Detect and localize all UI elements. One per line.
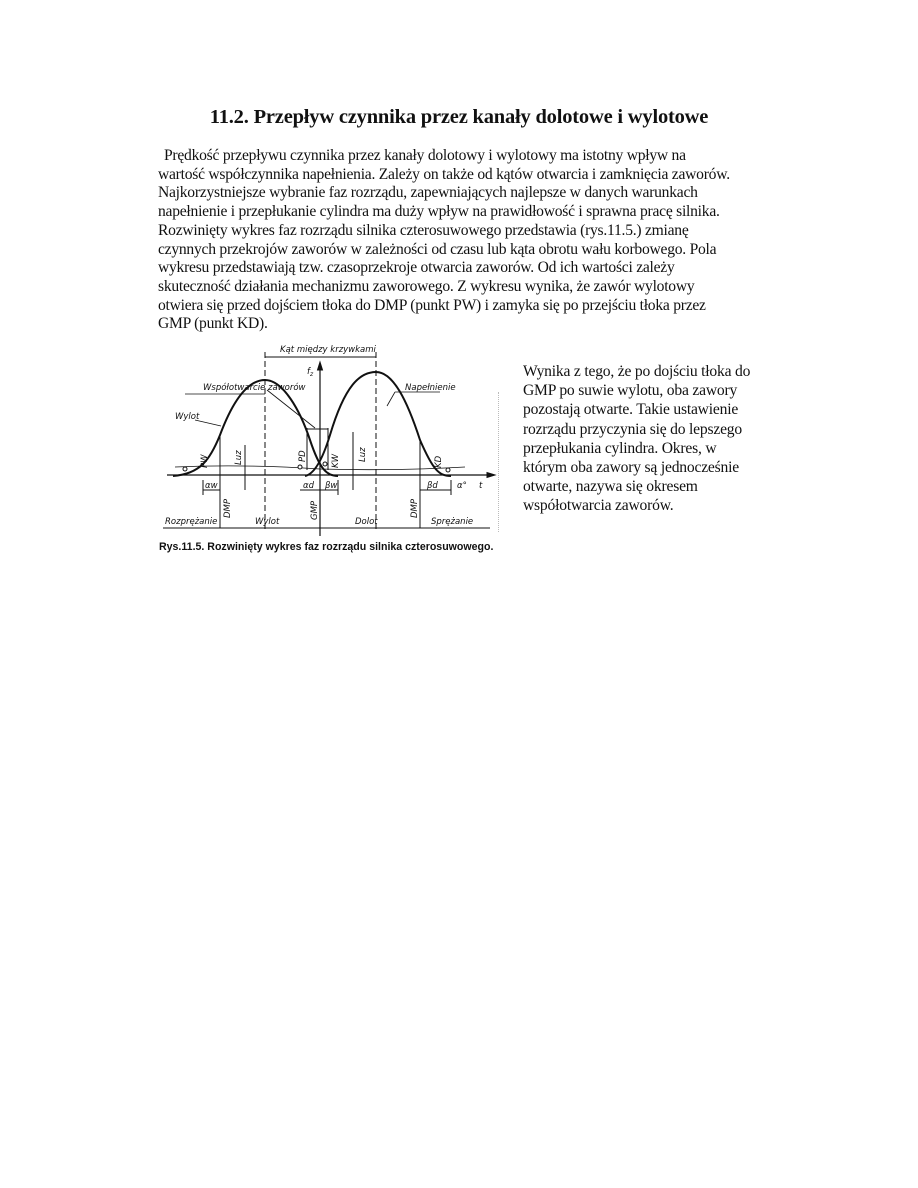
label-luz2: Luz [358, 447, 368, 462]
paragraph-line: wykresu przedstawiają tzw. czasoprzekroje otwarcia zaworów. Od ich wartości zależy [158, 259, 675, 277]
label-overlap: Współotwarcie zaworów [203, 383, 306, 393]
label-pd: PD [298, 450, 308, 462]
paragraph-line: Prędkość przepływu czynnika przez kanały dolotowy i wylotowy ma istotny wpływ na [164, 147, 686, 164]
paragraph-line: skuteczność działania mechanizmu zaworowego. Z wykresu wynika, że zawór wylotowy [158, 277, 695, 295]
label-kw: KW [331, 454, 341, 468]
label-phase-exhaust: Wylot [255, 517, 280, 527]
paragraph-line: wartość współczynnika napełnienia. Zależy on także od kątów otwarcia i zamknięcia zaworów. [158, 165, 730, 183]
section-title: 11.2. Przepływ czynnika przez kanały dolotowe i wylotowe [209, 106, 709, 128]
label-beta-w: βw [325, 481, 338, 491]
label-phase-expansion: Rozprężanie [165, 517, 218, 527]
paragraph-line: napełnienie i przepłukanie cylindra ma duży wpływ na prawidłowość i sprawna pracę silnika. [158, 203, 720, 221]
label-intake-curve: Napełnienie [405, 383, 456, 393]
label-exhaust-curve: Wylot [175, 412, 200, 422]
label-kd: KD [434, 455, 444, 468]
label-beta-d: βd [427, 481, 438, 491]
paragraph-line: Najkorzystniejsze wybranie faz rozrządu, zapewniających najlepsze w danych warunkach [158, 184, 698, 202]
side-line: przepłukania cylindra. Okres, w [523, 439, 717, 457]
body-paragraph [158, 147, 818, 334]
side-line: Wynika z tego, że po dojściu tłoka do [523, 363, 751, 380]
label-luz1: Luz [234, 450, 244, 465]
side-line: pozostają otwarte. Takie ustawienie [523, 401, 739, 419]
label-alpha-deg: α° [457, 481, 467, 491]
side-line: GMP po suwie wylotu, oba zawory [523, 382, 738, 400]
paragraph-line: Rozwinięty wykres faz rozrządu silnika czterosuwowego przedstawia (rys.11.5.) zmianę [158, 221, 689, 239]
side-line: otwarte, nazywa się okresem [523, 478, 698, 496]
label-phase-intake: Dolot [355, 517, 378, 527]
label-phase-compression: Sprężanie [431, 517, 474, 527]
paragraph-line: GMP (punkt KD). [158, 315, 268, 333]
figure-caption: Rys.11.5. Rozwinięty wykres faz rozrządu silnika czterosuwowego. [159, 541, 494, 553]
label-t: t [479, 481, 483, 491]
side-line: rozrządu przyczynia się do lepszego [523, 420, 743, 438]
side-line: współotwarcia zaworów. [523, 497, 674, 515]
label-dmp2: DMP [410, 498, 420, 518]
label-alpha-d: αd [303, 481, 314, 491]
paragraph-line: otwiera się przed dojściem tłoka do DMP (punkt PW) i zamyka się po przejściu tłoka przez [158, 296, 706, 314]
label-angle-between-curves: Kąt między krzywkami [280, 345, 376, 355]
paragraph-line: czynnych przekrojów zaworów w zależności od czasu lub kąta obrotu wału korbowego. Pola [158, 240, 717, 258]
scan-artifact-line [498, 392, 500, 532]
valve-timing-diagram [155, 340, 505, 540]
label-pw: PW [200, 454, 210, 468]
label-dmp1: DMP [223, 498, 233, 518]
side-line: którym oba zawory są jednocześnie [523, 459, 739, 477]
label-alpha-w: αw [205, 481, 218, 491]
label-gmp: GMP [310, 500, 320, 520]
label-fz: $f_z$ [307, 367, 314, 378]
side-paragraph [523, 362, 813, 516]
